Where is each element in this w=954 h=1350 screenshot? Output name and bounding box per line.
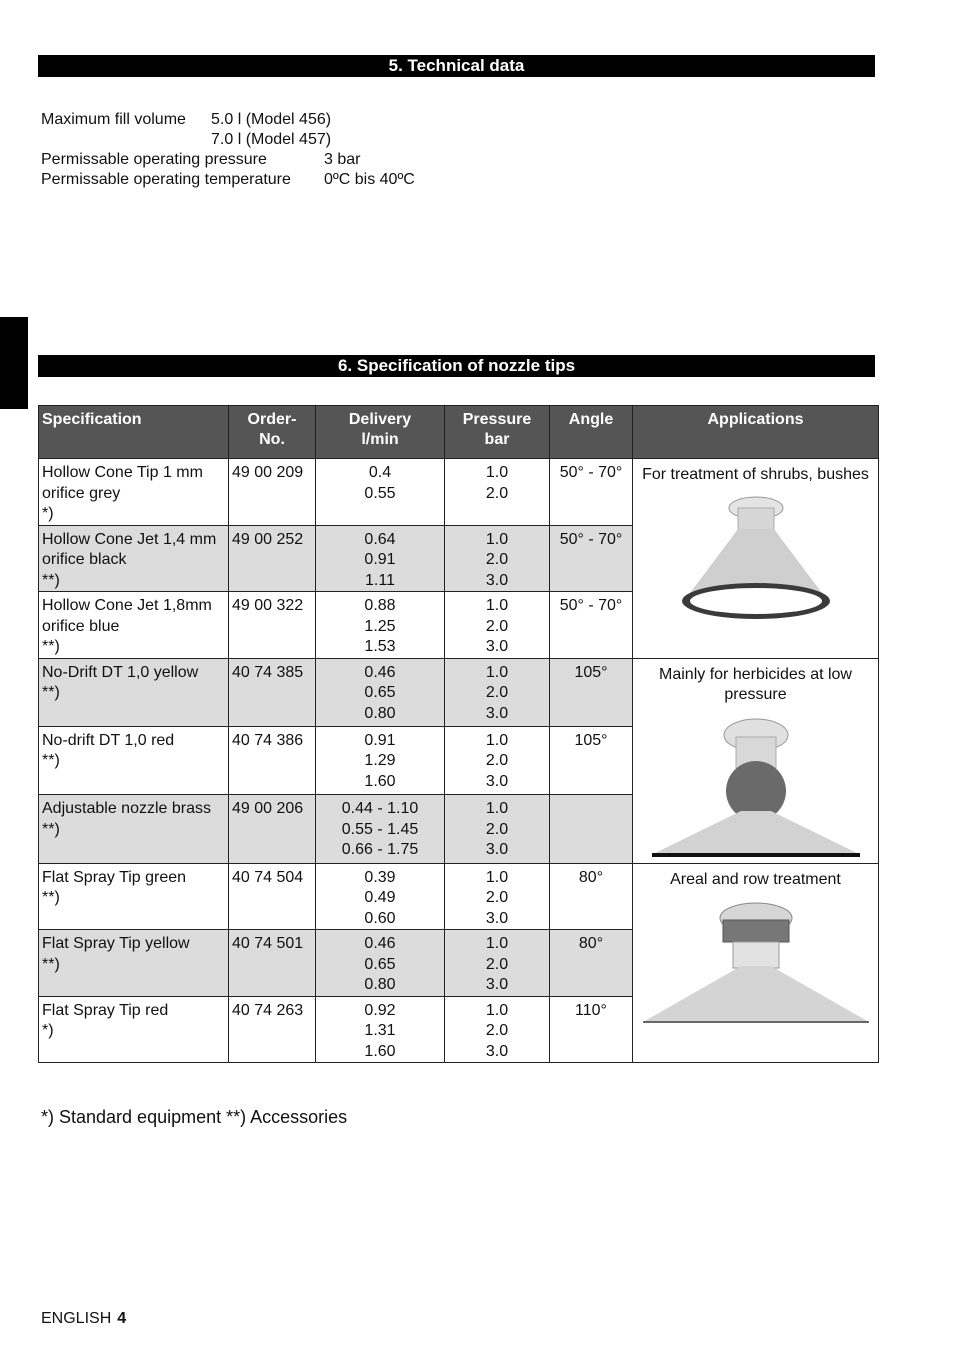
application-description: For treatment of shrubs, bushes — [642, 466, 869, 483]
angle-cell: 105° — [550, 658, 633, 726]
nozzle-spec-table — [38, 405, 879, 1063]
delivery-cell: 0.92 1.31 1.60 — [316, 996, 445, 1063]
angle-cell — [550, 795, 633, 863]
order-no-cell: 40 74 504 — [229, 863, 316, 930]
angle-cell: 105° — [550, 726, 633, 794]
table-row — [39, 863, 879, 930]
angle-cell: 50° - 70° — [550, 459, 633, 526]
order-no-cell: 49 00 322 — [229, 592, 316, 659]
applications-cell — [633, 459, 879, 659]
delivery-cell: 0.46 0.65 0.80 — [316, 930, 445, 997]
no-drift-spray-icon — [636, 713, 875, 863]
col-header-pressure: Pressure bar — [445, 406, 550, 459]
applications-cell — [633, 658, 879, 863]
order-no-cell: 49 00 209 — [229, 459, 316, 526]
technical-data-heading: 5. Technical data — [38, 55, 875, 77]
page-footer — [41, 1310, 126, 1328]
pressure-cell: 1.0 2.0 3.0 — [445, 795, 550, 863]
nozzle-spec-heading: 6. Specification of nozzle tips — [38, 355, 875, 377]
delivery-cell: 0.44 - 1.10 0.55 - 1.45 0.66 - 1.75 — [316, 795, 445, 863]
delivery-cell: 0.64 0.91 1.11 — [316, 525, 445, 592]
page-number: 4 — [117, 1310, 127, 1327]
pressure-cell: 1.0 2.0 3.0 — [445, 592, 550, 659]
order-no-cell: 40 74 385 — [229, 658, 316, 726]
pressure-cell: 1.0 2.0 3.0 — [445, 658, 550, 726]
spec-cell: Flat Spray Tip green **) — [39, 863, 229, 930]
table-row — [39, 459, 879, 526]
hollow-cone-spray-icon — [636, 493, 875, 621]
pressure-cell: 1.0 2.0 3.0 — [445, 863, 550, 930]
col-header-specification: Specification — [39, 406, 229, 459]
pressure-cell: 1.0 2.0 3.0 — [445, 930, 550, 997]
delivery-cell: 0.4 0.55 — [316, 459, 445, 526]
order-no-cell: 49 00 206 — [229, 795, 316, 863]
flat-spray-icon — [636, 898, 875, 1028]
angle-cell: 50° - 70° — [550, 592, 633, 659]
tech-value: 3 bar — [324, 151, 361, 168]
tech-label: Permissable operating temperature — [41, 171, 291, 188]
angle-cell: 110° — [550, 996, 633, 1063]
delivery-cell: 0.46 0.65 0.80 — [316, 658, 445, 726]
spec-cell: Hollow Cone Tip 1 mm orifice grey *) — [39, 459, 229, 526]
pressure-cell: 1.0 2.0 — [445, 459, 550, 526]
table-row — [39, 658, 879, 726]
col-header-delivery: Delivery l/min — [316, 406, 445, 459]
spec-cell: Adjustable nozzle brass **) — [39, 795, 229, 863]
spec-cell: Hollow Cone Jet 1,4 mm orifice black **) — [39, 525, 229, 592]
angle-cell: 80° — [550, 930, 633, 997]
order-no-cell: 40 74 386 — [229, 726, 316, 794]
delivery-cell: 0.91 1.29 1.60 — [316, 726, 445, 794]
table-header-row — [39, 406, 879, 459]
footnote-legend: *) Standard equipment **) Accessories — [41, 1107, 348, 1127]
tech-label: Permissable operating pressure — [41, 151, 267, 168]
spec-cell: Flat Spray Tip red *) — [39, 996, 229, 1063]
angle-cell: 50° - 70° — [550, 525, 633, 592]
col-header-angle: Angle — [550, 406, 633, 459]
tech-value: 7.0 l (Model 457) — [211, 131, 332, 148]
tech-value: 5.0 l (Model 456) — [211, 111, 332, 128]
delivery-cell: 0.88 1.25 1.53 — [316, 592, 445, 659]
pressure-cell: 1.0 2.0 3.0 — [445, 525, 550, 592]
pressure-cell: 1.0 2.0 3.0 — [445, 996, 550, 1063]
spec-cell: No-drift DT 1,0 red **) — [39, 726, 229, 794]
application-description: Mainly for herbicides at low pressure — [659, 665, 852, 703]
order-no-cell: 40 74 501 — [229, 930, 316, 997]
tech-label: Maximum fill volume — [41, 111, 186, 128]
application-description: Areal and row treatment — [670, 870, 841, 888]
applications-cell — [633, 863, 879, 1063]
language-side-tab — [0, 317, 28, 409]
tech-value: 0ºC bis 40ºC — [324, 171, 415, 188]
col-header-order-no: Order- No. — [229, 406, 316, 459]
order-no-cell: 49 00 252 — [229, 525, 316, 592]
angle-cell: 80° — [550, 863, 633, 930]
spec-cell: No-Drift DT 1,0 yellow **) — [39, 658, 229, 726]
spec-cell: Hollow Cone Jet 1,8mm orifice blue **) — [39, 592, 229, 659]
order-no-cell: 40 74 263 — [229, 996, 316, 1063]
col-header-applications: Applications — [633, 406, 879, 459]
footer-language: ENGLISH — [41, 1310, 112, 1327]
spec-cell: Flat Spray Tip yellow **) — [39, 930, 229, 997]
pressure-cell: 1.0 2.0 3.0 — [445, 726, 550, 794]
delivery-cell: 0.39 0.49 0.60 — [316, 863, 445, 930]
